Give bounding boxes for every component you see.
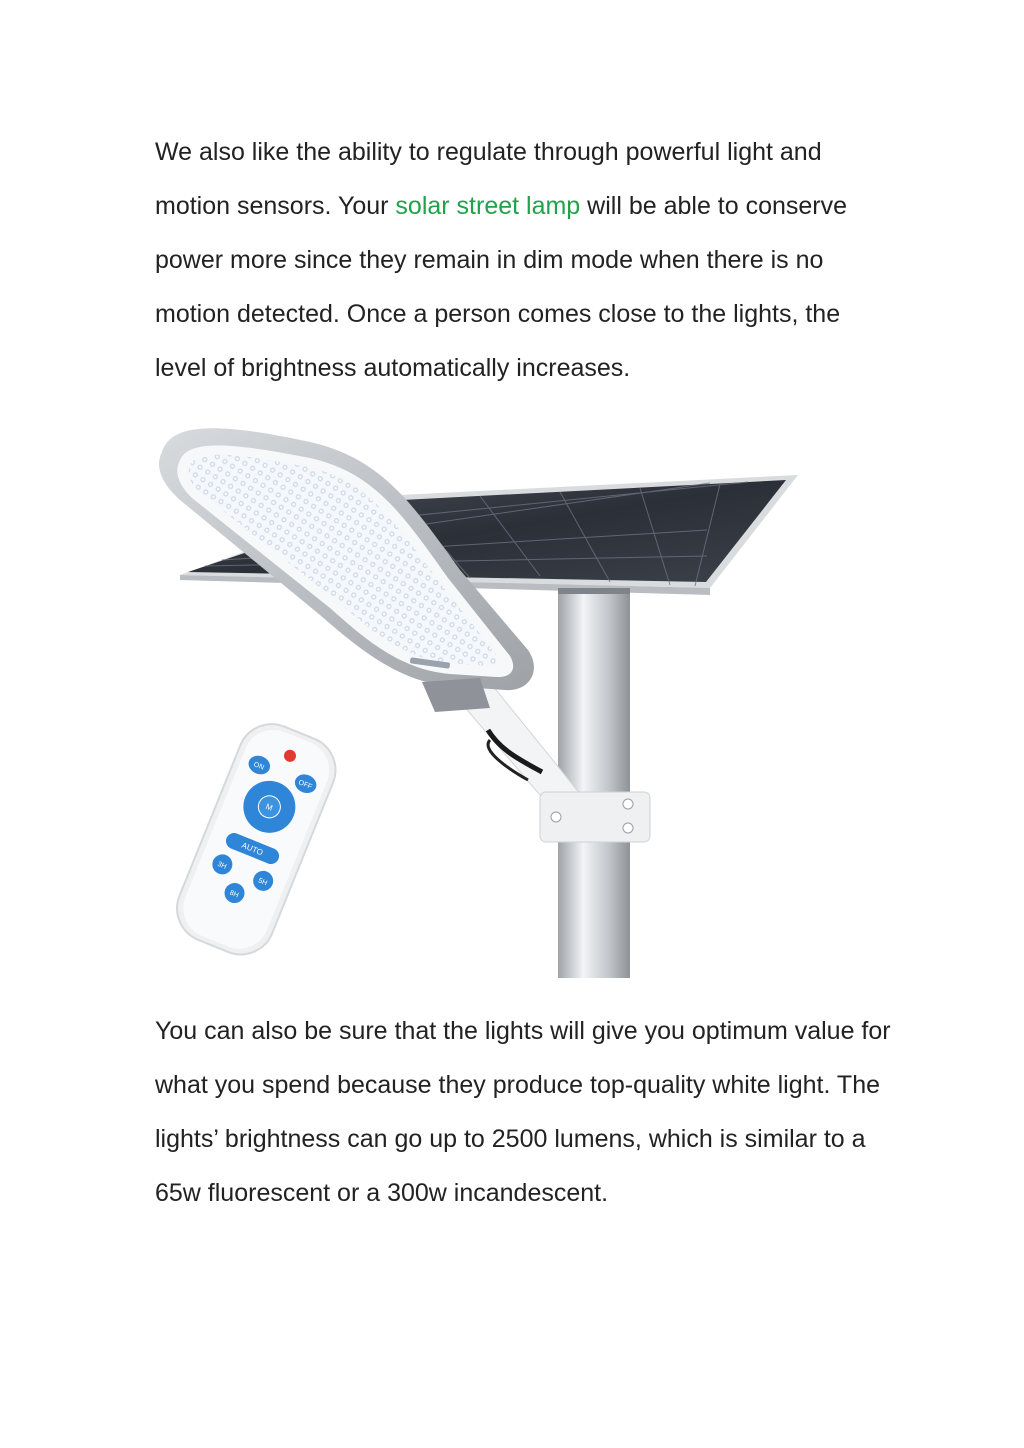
solar-street-light-product-image (150, 420, 810, 980)
svg-text:3H: 3H (216, 860, 228, 871)
paragraph-sensors (155, 125, 895, 395)
svg-text:OFF: OFF (297, 779, 313, 791)
paragraph-brightness: You can also be sure that the lights will give you optimum value for what you spend because they produce top-quality white light. The lights’ brightness can go up to 2500 lumens, which is similar to a 65w fluorescent or a 300w incandescent. (155, 1017, 891, 1207)
svg-text:ON: ON (252, 761, 265, 772)
solar-street-lamp-link[interactable]: solar street lamp (395, 192, 581, 220)
remote-control (167, 714, 346, 965)
svg-text:AUTO: AUTO (240, 840, 265, 858)
paragraph-text: We also like the ability to regulate through powerful light and motion sensors. Your (155, 138, 822, 220)
svg-text:8H: 8H (228, 889, 240, 900)
svg-text:5H: 5H (257, 877, 269, 888)
svg-text:M: M (264, 801, 274, 813)
paragraph-text: will be able to conserve power more since they remain in dim mode when there is no motion detected. Once a person comes close to the lights, the level of brightness automatically increases. (155, 192, 848, 382)
